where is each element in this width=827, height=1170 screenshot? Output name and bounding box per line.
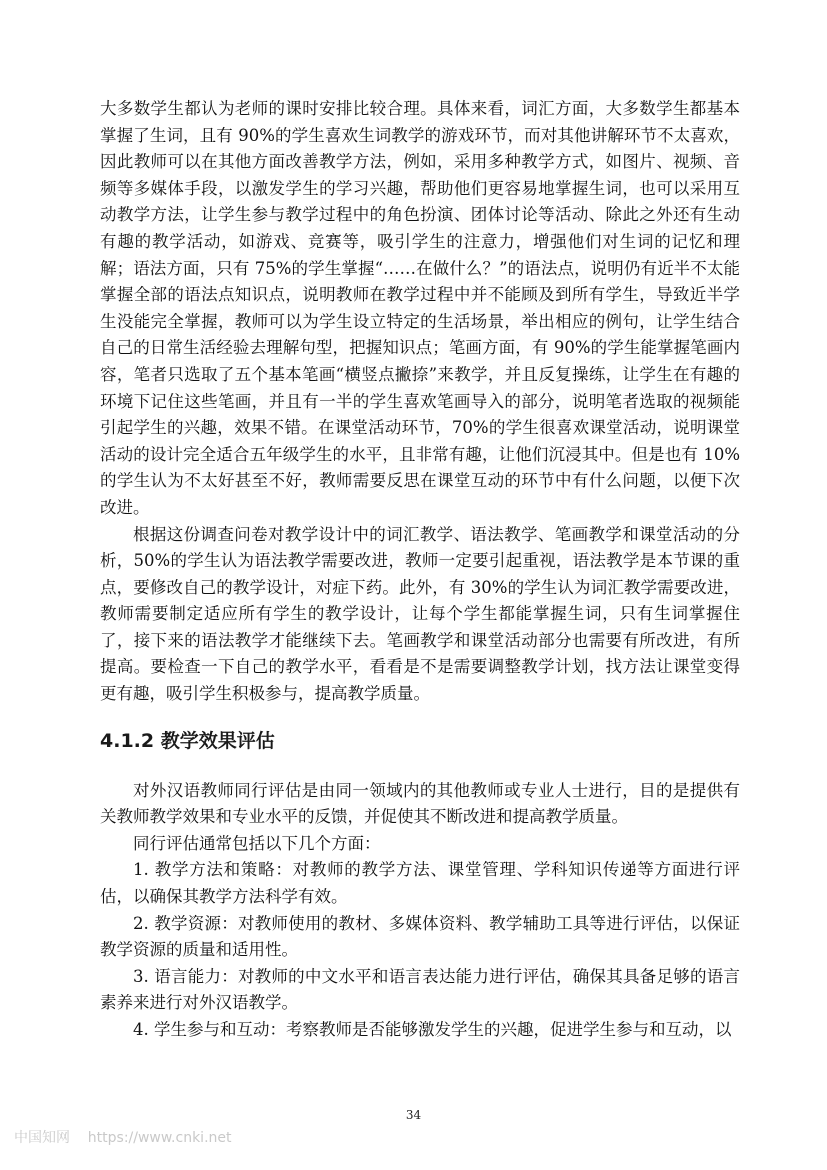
- paragraph: 对外汉语教师同行评估是由同一领域内的其他教师或专业人士进行，目的是提供有关教师教学效果和专业水平的反馈，并促使其不断改进和提高教学质量。: [100, 780, 740, 827]
- paragraph: 大多数学生都认为老师的课时安排比较合理。具体来看，词汇方面，大多数学生都基本掌握了生词，且有 90%的学生喜欢生词教学的游戏环节，而对其他讲解环节不太喜欢，因此教师可以在其他方面改善教学方法，例如，采用多种教学方式，如图片、视频、音频等多媒体手段，以激发学生的学习兴趣，帮助他们更容易地掌握生词，也可以采用互动教学方法，让学生参与教学过程中的角色扮演、团体讨论等活动、除此之外还有生动有趣的教学活动，如游戏、竞赛等，吸引学生的注意力，增强他们对生词的记忆和理解；语法方面，只有 75%的学生掌握“……在做什么？”的语法点，说明仍有近半不太能掌握全部的语法点知识点，说明教师在教学过程中并不能顾及到所有学生，导致近半学生没能完全掌握，教师可以为学生设立特定的生活场景，举出相应的例句，让学生结合自己的日常生活经验去理解句型，把握知识点；笔画方面，有 90%的学生能掌握笔画内容，笔者只选取了五个基本笔画“横竖点撇捺”来教学，并且反复操练，让学生在有趣的环境下记住这些笔画，并且有一半的学生喜欢笔画导入的部分，说明笔者选取的视频能引起学生的兴趣，效果不错。在课堂活动环节，70%的学生很喜欢课堂活动，说明课堂活动的设计完全适合五年级学生的水平，且非常有趣，让他们沉浸其中。但是也有 10%的学生认为不太好甚至不好，教师需要反思在课堂互动的环节中有什么问题，以便下次改进。: [100, 99, 740, 517]
- section-heading: 4.1.2 教学效果评估: [100, 729, 275, 752]
- list-item: 3. 语言能力：对教师的中文水平和语言表达能力进行评估，确保其具备足够的语言素养来进行对外汉语教学。: [100, 966, 740, 1013]
- paragraph: 同行评估通常包括以下几个方面：: [133, 833, 381, 853]
- watermark: 中国知网 https://www.cnki.net: [14, 1130, 232, 1146]
- list-item: 1. 教学方法和策略：对教师的教学方法、课堂管理、学科知识传递等方面进行评估，以确保其教学方法科学有效。: [100, 860, 740, 907]
- list-item: 2. 教学资源：对教师使用的教材、多媒体资料、教学辅助工具等进行评估，以保证教学资源的质量和适用性。: [100, 913, 740, 960]
- body-text: [100, 96, 740, 1044]
- page-number: 34: [405, 1108, 422, 1122]
- paragraph: 根据这份调查问卷对教学设计中的词汇教学、语法教学、笔画教学和课堂活动的分析，50%的学生认为语法教学需要改进，教师一定要引起重视，语法教学是本节课的重点，要修改自己的教学设计，对症下药。此外，有 30%的学生认为词汇教学需要改进，教师需要制定适应所有学生的教学设计，让每个学生都能掌握生词，只有生词掌握住了，接下来的语法教学才能继续下去。笔画教学和课堂活动部分也需要有所改进，有所提高。要检查一下自己的教学水平，看看是不是需要调整教学计划，找方法让课堂变得更有趣，吸引学生积极参与，提高教学质量。: [100, 524, 740, 704]
- list-item: 4. 学生参与和互动：考察教师是否能够激发学生的兴趣，促进学生参与和互动，以: [133, 1020, 732, 1039]
